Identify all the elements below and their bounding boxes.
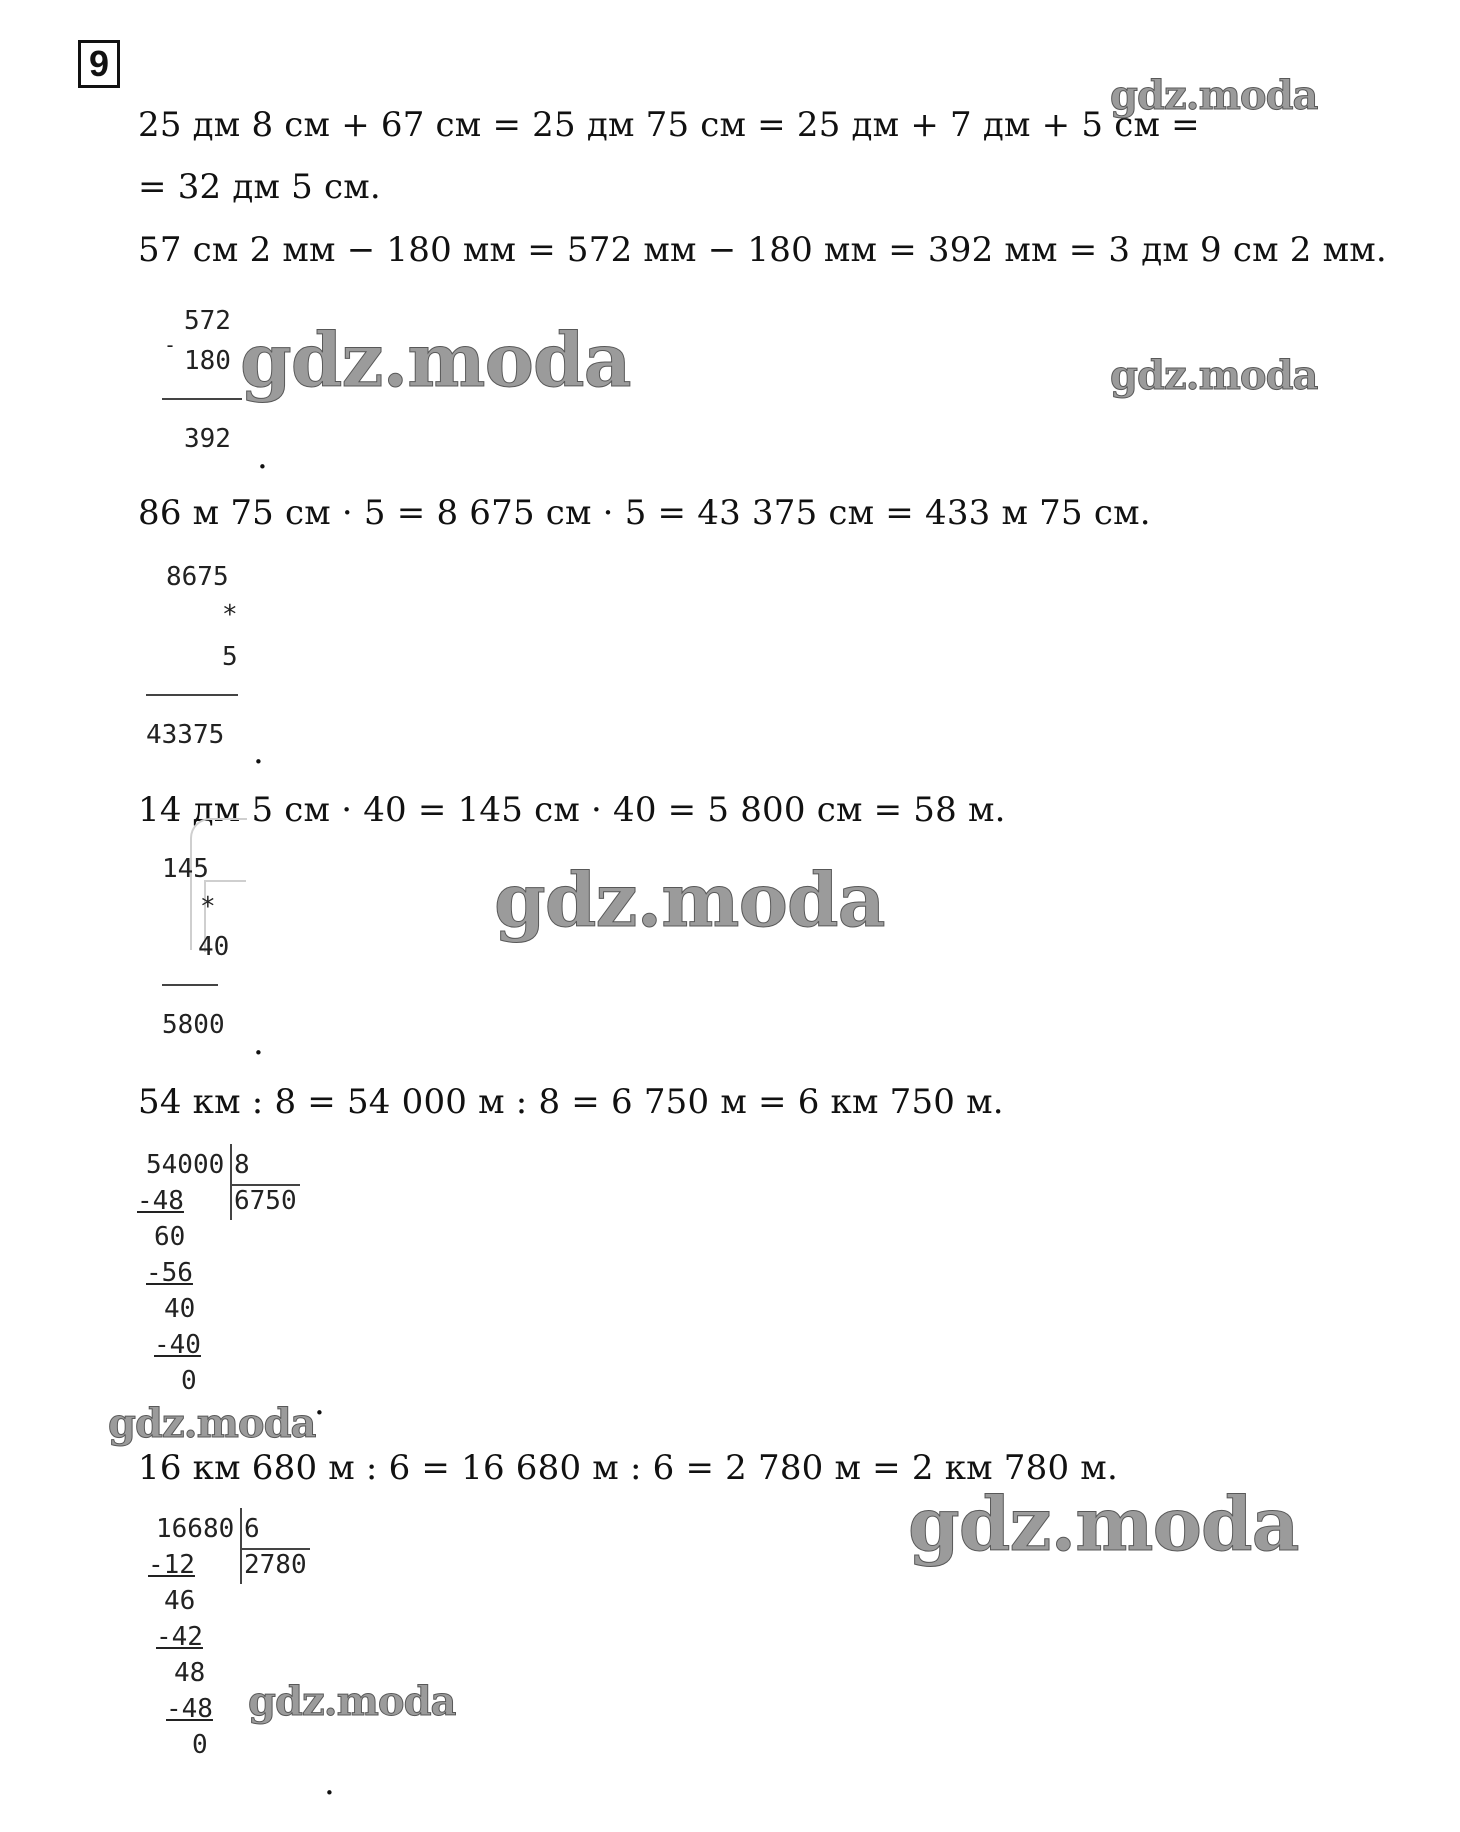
mul2-operator: *	[200, 892, 216, 922]
div1-dividend: 54000	[146, 1150, 225, 1180]
watermark: gdz.moda	[908, 1482, 1299, 1568]
mul1-multiplier: 5	[222, 642, 238, 672]
watermark: gdz.moda	[248, 1678, 456, 1725]
equation-line-2: = 32 дм 5 см.	[138, 167, 381, 207]
div1-step: -40	[154, 1330, 201, 1360]
equation-line-5: 14 дм 5 см · 40 = 145 см · 40 = 5 800 см = 58 м.	[138, 790, 1006, 830]
div2-step: 46	[164, 1586, 196, 1616]
watermark: gdz.moda	[494, 858, 885, 944]
mul1-operator: *	[222, 600, 238, 630]
mul2-result: 5800	[162, 1010, 225, 1040]
div2-dividend: 16680	[156, 1514, 235, 1544]
watermark: gdz.moda	[108, 1400, 316, 1447]
sub-dot: .	[257, 437, 268, 477]
equation-line-6: 54 км : 8 = 54 000 м : 8 = 6 750 м = 6 км 750 м.	[138, 1082, 1004, 1122]
watermark: gdz.moda	[240, 318, 631, 404]
equation-line-4: 86 м 75 см · 5 = 8 675 см · 5 = 43 375 см = 433 м 75 см.	[138, 493, 1151, 533]
sub-result: 392	[184, 424, 231, 454]
task-number: 9	[78, 40, 120, 88]
watermark: gdz.moda	[1110, 72, 1318, 119]
div1-vertical-rule	[230, 1144, 232, 1220]
div1-quotient: 6750	[234, 1186, 297, 1216]
div2-step: -12	[148, 1550, 195, 1580]
div1-dot: .	[314, 1383, 325, 1423]
sub-rule	[162, 398, 242, 400]
div1-step: 0	[181, 1366, 197, 1396]
mul2-dot: .	[253, 1023, 264, 1063]
equation-line-1: 25 дм 8 см + 67 см = 25 дм 75 см = 25 дм + 7 дм + 5 см =	[138, 105, 1200, 145]
div1-step: -48	[137, 1186, 184, 1216]
mul1-result: 43375	[146, 720, 225, 750]
equation-line-3: 57 см 2 мм − 180 мм = 572 мм − 180 мм = 392 мм = 3 дм 9 см 2 мм.	[138, 230, 1387, 270]
div2-quotient: 2780	[244, 1550, 307, 1580]
mul1-multiplicand: 8675	[166, 562, 229, 592]
mul1-rule	[146, 694, 238, 696]
div2-divisor: 6	[244, 1514, 260, 1544]
equation-line-7: 16 км 680 м : 6 = 16 680 м : 6 = 2 780 м = 2 км 780 м.	[138, 1448, 1118, 1488]
watermark: gdz.moda	[1110, 352, 1318, 399]
div2-step: 0	[192, 1730, 208, 1760]
mul2-multiplicand: 145	[162, 854, 209, 884]
div2-step: -42	[156, 1622, 203, 1652]
mul1-dot: .	[253, 732, 264, 772]
mul2-rule	[162, 984, 218, 986]
sub-subtrahend: 180	[184, 346, 231, 376]
div1-step: 60	[154, 1222, 186, 1252]
sub-sign: -	[164, 333, 177, 357]
div2-step: 48	[174, 1658, 206, 1688]
mul2-multiplier: 40	[198, 932, 230, 962]
div2-dot: .	[324, 1763, 335, 1803]
div1-step: 40	[164, 1294, 196, 1324]
div1-divisor: 8	[234, 1150, 250, 1180]
div1-step: -56	[146, 1258, 193, 1288]
div2-step: -48	[166, 1694, 213, 1724]
div2-vertical-rule	[240, 1508, 242, 1584]
sub-minuend: 572	[184, 306, 231, 336]
